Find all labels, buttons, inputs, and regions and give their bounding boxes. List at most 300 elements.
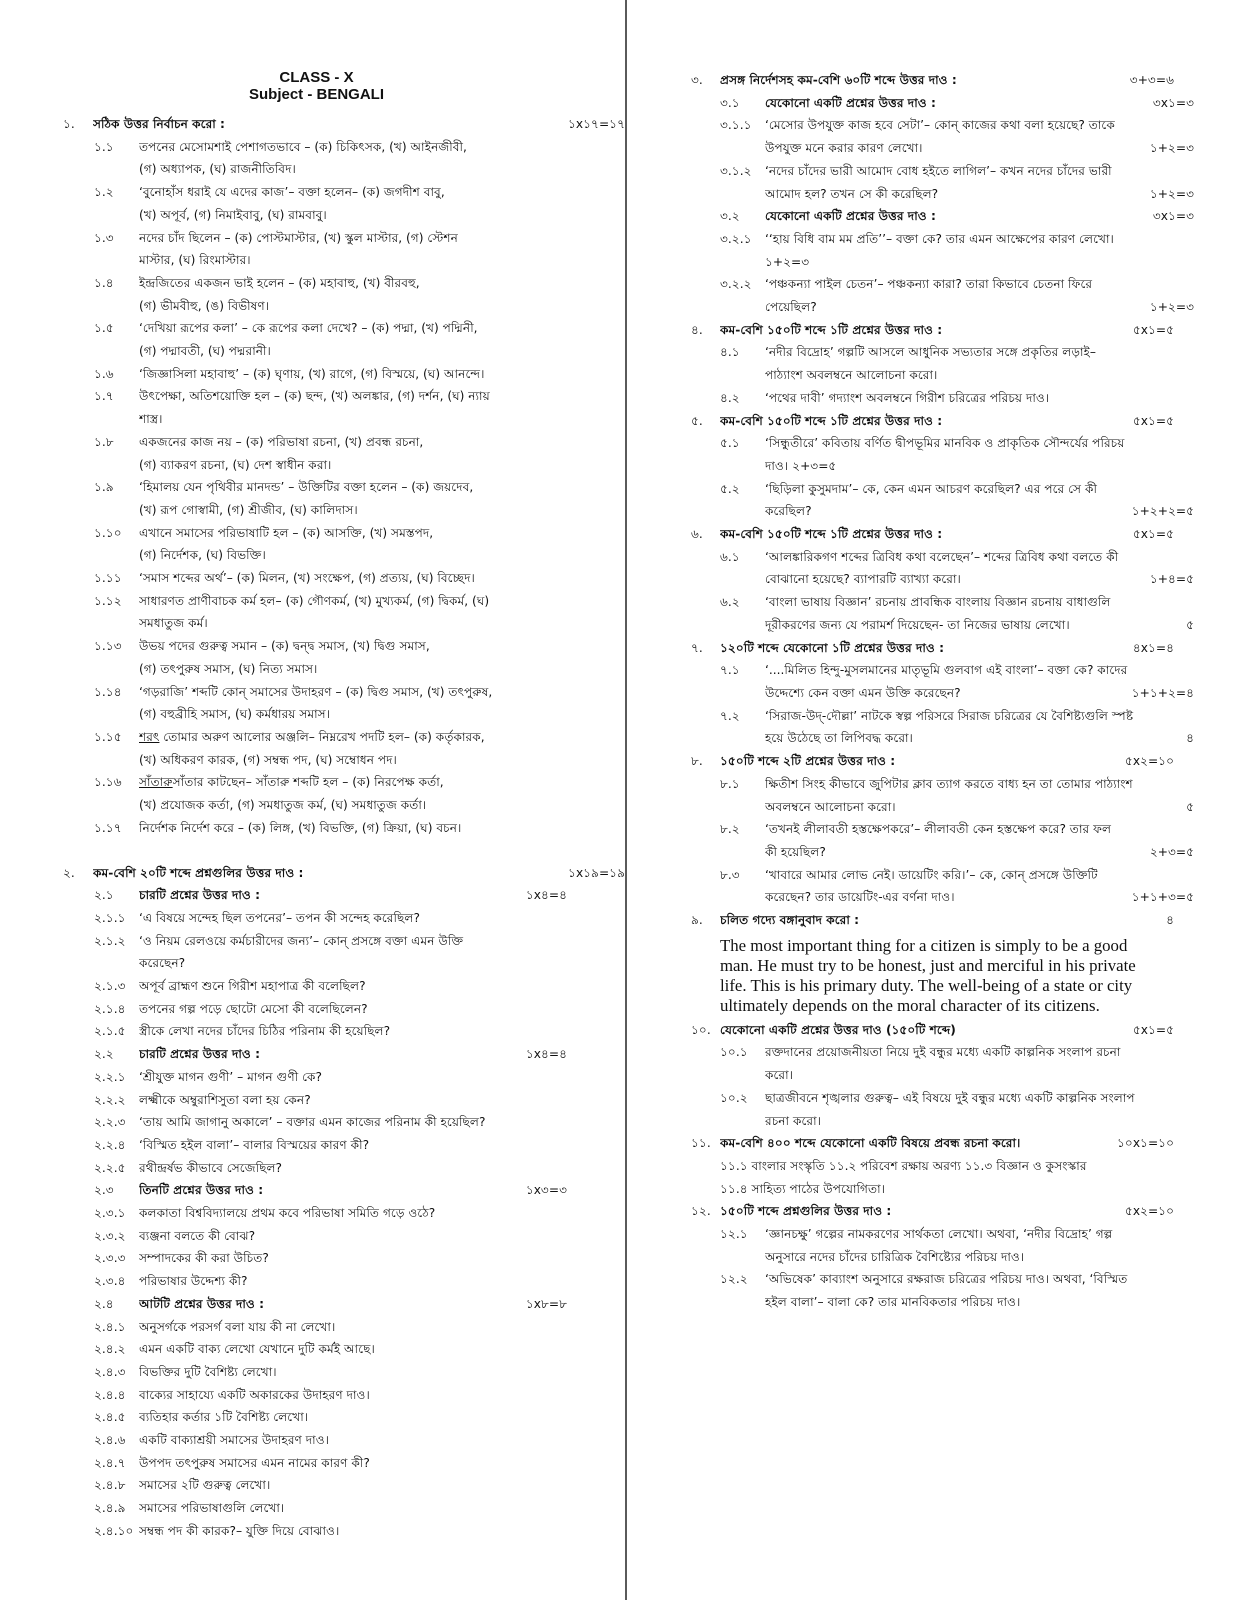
item-text: বোঝানো হয়েছে? ব্যাপারটি ব্যাখ্যা করো। — [765, 572, 961, 587]
item-text: সমাসের ২টি গুরুত্ব লেখো। — [139, 1478, 271, 1493]
section-heading — [0, 862, 625, 885]
item-number: ১.১৩ — [94, 639, 122, 654]
item-text: চারটি প্রশ্নের উত্তর দাও : — [139, 888, 260, 903]
item-marks: ১x১৯=১৯ — [568, 865, 625, 880]
item-number: ৮.১ — [720, 776, 740, 791]
item-text: ‘এ বিষয়ে সন্দেহ ছিল তপনের’– তপন কী সন্দেহ করেছিল? — [139, 910, 420, 925]
item-text: ‘সিন্ধুতীরে’ কবিতায় বর্ণিত দ্বীপভূমির মানবিক ও প্রাকৃতিক সৌন্দর্যের পরিচয় — [765, 436, 1125, 451]
item-text-rest: সাঁতার কাটছেন– সাঁতারু শব্দটি হল – (ক) নিরপেক্ষ কর্তা, — [172, 775, 444, 790]
question-item — [0, 1247, 625, 1270]
question-item — [0, 476, 625, 499]
page-header — [0, 69, 625, 103]
item-marks: ১+৪=৫ — [1149, 572, 1194, 587]
item-text: ‘পথের দাবী’ গদ্যাংশ অবলম্বনে গিরীশ চরিত্রের পরিচয় দাও। — [765, 390, 1050, 405]
question-group-heading — [627, 205, 1254, 228]
section-heading — [627, 1200, 1254, 1223]
item-text: উদ্দেশ্যে কেন বক্তা এমন উক্তি করেছেন? — [765, 685, 961, 700]
item-number: ১০.১ — [720, 1045, 748, 1060]
item-number: ৮.৩ — [720, 867, 740, 882]
item-text: ১৫০টি শব্দে প্রশ্নগুলির উত্তর দাও : — [720, 1204, 892, 1219]
question-item — [0, 431, 625, 454]
item-number: ২.৪.৪ — [94, 1387, 126, 1402]
passage-line: life. This is his primary duty. The well-being of a state or city — [720, 975, 1133, 995]
item-marks: ১০x১=১০ — [1117, 1136, 1174, 1151]
question-item — [0, 817, 625, 840]
item-text: করো। — [765, 1068, 794, 1083]
item-marks: ৫x১=৫ — [1132, 413, 1174, 428]
item-number: ৭. — [691, 640, 703, 655]
item-text: ক্ষিতীশ সিংহ কীভাবে জুপিটার ক্লাব ত্যাগ করতে বাধ্য হন তা তোমার পাঠ্যাংশ — [765, 776, 1133, 791]
item-text: রচনা করো। — [765, 1113, 821, 1128]
question-item — [0, 907, 625, 930]
question-item — [0, 522, 625, 545]
item-text: (গ) ব্যাকরণ রচনা, (ঘ) দেশ স্বাধীন করা। — [139, 457, 332, 472]
item-marks: ৪ — [1166, 913, 1174, 928]
item-number: ২.৪.৯ — [94, 1501, 126, 1516]
item-text: ‘খাবারে আমার লোভ নেই। ডায়েটিং করি।’– কে, কোন্‌ প্রসঙ্গে উক্তিটি — [765, 867, 1098, 882]
item-number: ১.৪ — [94, 275, 114, 290]
question-item — [0, 1406, 625, 1429]
item-text: মাস্টার, (ঘ) রিংমাস্টার। — [139, 253, 251, 268]
question-item-continued — [0, 703, 625, 726]
question-item-continued — [627, 1110, 1254, 1133]
item-number: ৩.২ — [720, 209, 740, 224]
question-item — [0, 136, 625, 159]
item-text: (গ) পদ্মাবতী, (ঘ) পদ্মরানী। — [139, 344, 271, 359]
item-marks: ১+২=৩ — [1149, 300, 1194, 315]
question-group-heading — [627, 92, 1254, 115]
question-item-continued — [627, 1064, 1254, 1087]
item-text: ‘‘হায় বিধি বাম মম প্রতি’’– বক্তা কে? তার এমন আক্ষেপের কারণ লেখো। — [765, 231, 1114, 246]
item-number: ২.২ — [94, 1047, 114, 1062]
question-item-continued — [627, 796, 1254, 819]
question-item — [0, 1384, 625, 1407]
item-marks: ১x৮=৮ — [525, 1296, 567, 1311]
item-number: ২.২.১ — [94, 1069, 126, 1084]
question-item — [0, 1474, 625, 1497]
item-number: ৭.১ — [720, 663, 740, 678]
item-text: কী হয়েছিল? — [765, 844, 826, 859]
question-item — [627, 864, 1254, 887]
underlined-word: শরৎ — [139, 729, 160, 744]
item-text: বিভক্তির দুটি বৈশিষ্ট্য লেখো। — [139, 1364, 277, 1379]
item-text: পেয়েছিল? — [765, 300, 817, 315]
item-marks: ১x১৭=১৭ — [568, 117, 625, 131]
item-marks: ৪x১=৪ — [1132, 640, 1174, 655]
item-text-rest: তোমার অরুণ আলোর অঞ্জলি– নিম্নরেখ পদটি হল– (ক) কর্তৃকারক, — [159, 729, 485, 744]
question-item — [627, 114, 1254, 137]
item-text: দাও। ২+৩=৫ — [765, 458, 837, 473]
item-text: কম-বেশি ১৫০টি শব্দে ১টি প্রশ্নের উত্তর দাও : — [720, 322, 943, 337]
question-item — [0, 1361, 625, 1384]
item-text: ‘ছিড়িলা কুসুমদাম’– কে, কেন এমন আচরণ করেছিল? এর পরে সে কী — [765, 481, 1097, 496]
item-number: ৩.২.১ — [720, 231, 752, 246]
item-number: ৫. — [691, 413, 703, 428]
question-item — [0, 590, 625, 613]
item-text: ‘বিস্মিত হইল বালা’– বালার বিস্ময়ের কারণ কী? — [139, 1137, 370, 1152]
question-item-continued — [627, 1291, 1254, 1314]
item-text: নির্দেশক নির্দেশ করে – (ক) লিঙ্গ, (খ) বিভক্তি, (গ) ক্রিয়া, (ঘ) বচন। — [139, 820, 462, 835]
item-marks: ১+২=৩ — [1149, 141, 1194, 156]
question-item — [0, 1270, 625, 1293]
item-text: লক্ষ্মীকে অম্বুরাশিসুতা বলা হয় কেন? — [139, 1092, 311, 1107]
topic-line: ১১.৪ সাহিত্য পাঠের উপযোগিতা। — [720, 1181, 886, 1196]
item-number: ৪.২ — [720, 390, 740, 405]
question-item — [627, 1223, 1254, 1246]
item-text: (খ) প্রযোজক কর্তা, (গ) সমধাতুজ কর্ম, (ঘ) সমধাতুজ কর্তা। — [139, 798, 427, 813]
item-marks: ৩x১=৩ — [1152, 95, 1194, 110]
item-text: পরিভাষার উদ্দেশ্য কী? — [139, 1274, 248, 1289]
item-number: ১.৬ — [94, 366, 114, 381]
item-text: আমোদ হল? তখন সে কী করেছিল? — [765, 186, 939, 201]
item-number: ৩. — [691, 73, 703, 87]
item-text: অনুসর্গকে পরসর্গ বলা যায় কী না লেখো। — [139, 1319, 336, 1334]
section-heading — [627, 523, 1254, 546]
item-marks: ৪ — [1186, 731, 1194, 746]
item-marks: ১+২=৩ — [1149, 186, 1194, 201]
item-text: ‘গড়রাজি’ শব্দটি কোন্‌ সমাসের উদাহরণ – (ক) দ্বিগু সমাস, (খ) তৎপুরুষ, — [139, 684, 493, 699]
item-number: ৩.১.১ — [720, 118, 752, 133]
item-text: রক্তদানের প্রয়োজনীয়তা নিয়ে দুই বন্ধুর মধ্যে একটি কাল্পনিক সংলাপ রচনা — [765, 1045, 1121, 1060]
item-text: (গ) নির্দেশক, (ঘ) বিভক্তি। — [139, 548, 266, 563]
item-text: করেছেন? তার ডায়েটিং-এর বর্ণনা দাও। — [765, 890, 955, 905]
section-heading — [0, 113, 625, 136]
question-item — [627, 1268, 1254, 1291]
item-marks: ৩+৩=৬ — [1129, 73, 1174, 87]
question-item — [0, 681, 625, 704]
question-item — [0, 1066, 625, 1089]
item-text: (খ) রূপ গোস্বামী, (গ) শ্রীজীব, (ঘ) কালিদাস। — [139, 502, 358, 517]
question-item — [0, 385, 625, 408]
section-heading — [627, 909, 1254, 932]
question-item — [0, 1338, 625, 1361]
item-number: ২. — [63, 865, 75, 880]
question-item — [627, 591, 1254, 614]
item-number: ২.১.৩ — [94, 979, 126, 994]
question-item-continued — [0, 249, 625, 272]
item-number: ১.১৬ — [94, 775, 122, 790]
question-item-continued — [0, 749, 625, 772]
item-number: ১.১৭ — [94, 820, 122, 835]
item-number: ২.৪.২ — [94, 1342, 126, 1357]
item-text: এমন একটি বাক্য লেখো যেখানে দুটি কর্মই আছে। — [139, 1342, 375, 1357]
item-text: আটটি প্রশ্নের উত্তর দাও : — [139, 1296, 265, 1311]
item-text: (গ) বহুব্রীহি সমাস, (ঘ) কর্মধারয় সমাস। — [139, 707, 331, 722]
essay-topics — [627, 1178, 1254, 1201]
question-item-continued — [627, 841, 1254, 864]
question-item-continued — [627, 727, 1254, 750]
question-item — [627, 478, 1254, 501]
item-number: ২.৪.১০ — [94, 1523, 134, 1538]
item-text: সম্বন্ধ পদ কী কারক?– যুক্তি দিয়ে বোঝাও। — [139, 1523, 340, 1538]
item-text: তপনের মেসোমশাই পেশাগতভাবে – (ক) চিকিৎসক, (খ) আইনজীবী, — [139, 139, 467, 154]
item-text: ‘সমাস শব্দের অর্থ’– (ক) মিলন, (খ) সংক্ষেপ, (গ) প্রত্যয়, (ঘ) বিচ্ছেদ। — [139, 571, 475, 586]
item-text: রথীন্দ্রর্ষভ কীভাবে সেজেছিল? — [139, 1160, 283, 1175]
item-number: ২.১ — [94, 888, 114, 903]
question-item — [0, 1225, 625, 1248]
question-item — [0, 1202, 625, 1225]
item-number: ১.৮ — [94, 434, 114, 449]
item-text: এখানে সমাসের পরিভাষাটি হল – (ক) আসক্তি, (খ) সমস্তপদ, — [139, 525, 434, 540]
top-spacer — [627, 0, 1254, 69]
item-text: অনুসারে নদের চাঁদের চারিত্রিক বৈশিষ্ট্যের পরিচয় দাও। — [765, 1249, 1025, 1264]
item-number: ৪. — [691, 322, 703, 337]
item-marks: ৫ — [1186, 617, 1194, 632]
item-text: চারটি প্রশ্নের উত্তর দাও : — [139, 1047, 260, 1062]
item-number: ১.১১ — [94, 571, 122, 586]
item-number: ১.৩ — [94, 230, 114, 245]
item-number: ১০. — [691, 1022, 711, 1037]
item-text: একজনের কাজ নয় – (ক) পরিভাষা রচনা, (খ) প্রবন্ধ রচনা, — [139, 434, 424, 449]
item-text: করেছিল? — [765, 504, 812, 519]
item-text: সাধারণত প্রাণীবাচক কর্ম হল– (ক) গৌণকর্ম, (খ) মুখ্যকর্ম, (গ) দ্বিকর্ম, (ঘ) — [139, 593, 490, 608]
item-text: ১৫০টি শব্দে ২টি প্রশ্নের উত্তর দাও : — [720, 754, 896, 769]
item-number: ১.১৫ — [94, 729, 122, 744]
item-text: (গ) ভীমবীহু, (ঙ) বিভীষণ। — [139, 298, 270, 313]
question-item — [627, 659, 1254, 682]
section-heading — [627, 69, 1254, 92]
item-text: নদের চাঁদ ছিলেন – (ক) পোস্টমাস্টার, (খ) স্কুল মাস্টার, (গ) স্টেশন — [139, 230, 458, 245]
question-item-continued — [627, 455, 1254, 478]
item-number: ১০.২ — [720, 1090, 748, 1105]
item-number: ১১. — [691, 1136, 711, 1151]
question-item-continued — [0, 952, 625, 975]
item-text: হইল বালা’– বালা কে? তার মানবিকতার পরিচয় দাও। — [765, 1295, 1021, 1310]
item-marks: ১+২+২=৫ — [1131, 504, 1194, 519]
question-item-continued — [0, 794, 625, 817]
item-number: ২.২.২ — [94, 1092, 126, 1107]
item-number: ২.৪.৬ — [94, 1433, 126, 1448]
item-text — [139, 726, 567, 749]
section-spacer — [0, 840, 625, 862]
question-item-continued — [0, 158, 625, 181]
question-item — [0, 635, 625, 658]
item-text: ‘ও নিয়ম রেলওয়ে কর্মচারীদের জন্য’– কোন্‌ প্রসঙ্গে বক্তা এমন উক্তি — [139, 933, 464, 948]
item-number: ১.১০ — [94, 525, 122, 540]
item-text: ১+২=৩ — [765, 254, 810, 269]
item-text: যেকোনো একটি প্রশ্নের উত্তর দাও (১৫০টি শব্দে) — [720, 1022, 956, 1037]
item-number: ২.৪.৮ — [94, 1478, 126, 1493]
item-text: ‘সিরাজ-উদ্-দৌল্লা’ নাটকে স্বল্প পরিসরে সিরাজ চরিত্রের যে বৈশিষ্ট্যগুলি স্পষ্ট — [765, 708, 1134, 723]
item-text: কম-বেশি ২০টি শব্দে প্রশ্নগুলির উত্তর দাও : — [93, 865, 304, 880]
item-text: ‘বাংলা ভাষায় বিজ্ঞান’ রচনায় প্রাবন্ধিক বাংলায় বিজ্ঞান রচনায় বাধাগুলি — [765, 595, 1111, 610]
item-text: পাঠ্যাংশ অবলম্বনে আলোচনা করো। — [765, 368, 938, 383]
item-text: স্ত্রীকে লেখা নদের চাঁদের চিঠির পরিনাম কী হয়েছিল? — [139, 1024, 391, 1039]
item-text: (গ) তৎপুরুষ সমাস, (ঘ) নিত্য সমাস। — [139, 661, 318, 676]
question-item-continued — [627, 614, 1254, 637]
item-marks: ১x৩=৩ — [525, 1183, 567, 1198]
item-marks: ৫x২=১০ — [1124, 754, 1174, 769]
item-text: উপযুক্ত মনে করার কারণ লেখো। — [765, 141, 923, 156]
item-marks: ১+১+২=৪ — [1131, 685, 1194, 700]
question-item — [627, 546, 1254, 569]
item-number: ৩.২.২ — [720, 277, 752, 292]
question-item — [627, 432, 1254, 455]
item-text: ‘....মিলিত হিন্দু-মুসলমানের মাতৃভূমি গুলবাগ এই বাংলা’– বক্তা কে? কাদের — [765, 663, 1128, 678]
section-heading — [627, 319, 1254, 342]
question-item — [0, 1497, 625, 1520]
item-text: ‘নদীর বিদ্রোহ’ গল্পটি আসলে আধুনিক সভ্যতার সঙ্গে প্রকৃতির লড়াই– — [765, 345, 1096, 360]
question-item — [0, 1520, 625, 1543]
section-heading — [627, 750, 1254, 773]
item-text: প্রসঙ্গ নির্দেশসহ কম-বেশি ৬০টি শব্দে উত্তর দাও : — [720, 73, 957, 87]
item-number: ৮. — [691, 754, 703, 769]
question-item-continued — [627, 682, 1254, 705]
item-text: ‘দেখিয়া রূপের কলা’ – কে রূপের কলা দেখে? – (ক) পদ্মা, (খ) পদ্মিনী, — [139, 321, 478, 336]
question-item-continued — [0, 499, 625, 522]
question-item — [0, 317, 625, 340]
item-text: ‘হিমালয় যেন পৃথিবীর মানদন্ড’ – উক্তিটির বক্তা হলেন – (ক) জয়দেব, — [139, 480, 474, 495]
item-text: (গ) অধ্যাপক, (ঘ) রাজনীতিবিদ। — [139, 162, 296, 177]
question-item-continued — [0, 204, 625, 227]
question-group-heading — [0, 884, 625, 907]
question-item — [627, 773, 1254, 796]
section-heading — [627, 637, 1254, 660]
item-number: ২.৩.১ — [94, 1206, 126, 1221]
question-item — [627, 705, 1254, 728]
question-item-continued — [627, 137, 1254, 160]
essay-topics — [627, 1155, 1254, 1178]
item-number: ৬. — [691, 527, 703, 542]
question-item — [0, 726, 625, 749]
item-number: ৫.২ — [720, 481, 740, 496]
item-text: উভয় পদের গুরুত্ব সমান – (ক) দ্বন্দ্ব সমাস, (খ) দ্বিগু সমাস, — [139, 639, 430, 654]
item-number: ২.৪.৫ — [94, 1410, 126, 1425]
question-item — [0, 771, 625, 794]
item-text: ছাত্রজীবনে শৃঙ্খলার গুরুত্ব– এই বিষয়ে দুই বন্ধুর মধ্যে একটি কাল্পনিক সংলাপ — [765, 1090, 1135, 1105]
passage-line: man. He must try to be honest, just and merciful in his private — [720, 955, 1136, 975]
item-text: শাস্ত্র। — [139, 412, 163, 427]
item-text: চলিত গদ্যে বঙ্গানুবাদ করো : — [720, 913, 860, 928]
item-number: ২.৩.২ — [94, 1228, 126, 1243]
item-text: কম-বেশি ১৫০টি শব্দে ১টি প্রশ্নের উত্তর দাও : — [720, 527, 943, 542]
item-number: ৬.২ — [720, 595, 740, 610]
item-number: ১.৯ — [94, 480, 114, 495]
question-item — [627, 1087, 1254, 1110]
item-text: ‘তায় আমি জাগানু অকালে’ – বক্তার এমন কাজের পরিনাম কী হয়েছিল? — [139, 1115, 486, 1130]
question-item — [0, 1316, 625, 1339]
question-item — [0, 181, 625, 204]
item-marks: ৫x১=৫ — [1132, 527, 1174, 542]
item-number: ১.৭ — [94, 389, 114, 404]
item-marks: ৫x২=১০ — [1124, 1204, 1174, 1219]
question-item-continued — [627, 251, 1254, 274]
question-item-continued — [0, 544, 625, 567]
question-item — [0, 1089, 625, 1112]
question-item-continued — [0, 340, 625, 363]
item-text: উৎপেক্ষা, অতিশয়োক্তি হল – (ক) ছন্দ, (খ) অলঙ্কার, (গ) দর্শন, (ঘ) ন্যায় — [139, 389, 490, 404]
item-text: ‘পঞ্চকন্যা পাইল চেতন’– পঞ্চকন্যা কারা? তারা কিভাবে চেতনা ফিরে — [765, 277, 1093, 292]
item-text: বাক্যের সাহায্যে একটি অকারকের উদাহরণ দাও। — [139, 1387, 370, 1402]
question-item-continued — [0, 454, 625, 477]
item-number: ৬.১ — [720, 549, 740, 564]
item-text: দূরীকরণের জন্য যে পরামর্শ দিয়েছেন- তা নিজের ভাষায় লেখো। — [765, 617, 1070, 632]
item-number: ২.১.৫ — [94, 1024, 126, 1039]
item-text: করেছেন? — [139, 956, 186, 971]
item-text: অপূর্ব ব্রাহ্মণ শুনে গিরীশ মহাপাত্র কী বলেছিল? — [139, 979, 366, 994]
question-item — [0, 272, 625, 295]
question-item-continued — [0, 658, 625, 681]
question-item — [0, 567, 625, 590]
item-text: ব্যঞ্জনা বলতে কী বোঝ? — [139, 1228, 256, 1243]
question-item-continued — [627, 364, 1254, 387]
item-text: যেকোনো একটি প্রশ্নের উত্তর দাও : — [765, 95, 936, 110]
item-text: ‘জিজ্ঞাসিলা মহাবাহু’ – (ক) ঘৃণায়, (খ) রাগে, (গ) বিস্ময়ে, (ঘ) আনন্দে। — [139, 366, 485, 381]
item-text: ১২০টি শব্দে যেকোনো ১টি প্রশ্নের উত্তর দাও : — [720, 640, 944, 655]
item-number: ৩.১.২ — [720, 163, 752, 178]
question-item-continued — [627, 568, 1254, 591]
translation-passage — [627, 932, 1254, 1019]
right-column — [627, 0, 1254, 1600]
item-text: ‘মেসোর উপযুক্ত কাজ হবে সেটা’– কোন্‌ কাজের কথা বলা হয়েছে? তাকে — [765, 118, 1115, 133]
item-number: ৭.২ — [720, 708, 740, 723]
item-text: তপনের গল্প পড়ে ছোটো মেসো কী বলেছিলেন? — [139, 1001, 368, 1016]
item-number: ২.১.১ — [94, 910, 126, 925]
item-number: ২.৪.১ — [94, 1319, 126, 1334]
section-heading — [627, 410, 1254, 433]
item-number: ২.৩ — [94, 1183, 114, 1198]
section-heading — [627, 1132, 1254, 1155]
question-item — [0, 1452, 625, 1475]
item-text: একটি বাক্যাশ্রয়ী সমাসের উদাহরণ দাও। — [139, 1433, 330, 1448]
question-group-heading — [0, 1293, 625, 1316]
question-group-heading — [0, 1179, 625, 1202]
question-item — [627, 228, 1254, 251]
item-number: ১২. — [691, 1204, 711, 1219]
item-number: ২.২.৪ — [94, 1137, 126, 1152]
question-item — [627, 273, 1254, 296]
question-item — [627, 387, 1254, 410]
question-item — [0, 227, 625, 250]
section-heading — [627, 1019, 1254, 1042]
item-number: ২.১.৪ — [94, 1001, 126, 1016]
item-text: তিনটি প্রশ্নের উত্তর দাও : — [139, 1183, 264, 1198]
item-number: ২.৪.৩ — [94, 1364, 126, 1379]
item-number: ২.৪.৭ — [94, 1455, 126, 1470]
item-number: ১.১২ — [94, 593, 122, 608]
question-item — [0, 363, 625, 386]
question-item — [0, 998, 625, 1021]
item-text: কম-বেশি ৪০০ শব্দে যেকোনো একটি বিষয়ে প্রবন্ধ রচনা করো। — [720, 1136, 1021, 1151]
topic-line: ১১.১ বাংলার সংস্কৃতি ১১.২ পরিবেশ রক্ষায় অরণ্য ১১.৩ বিজ্ঞান ও কুসংস্কার — [720, 1158, 1087, 1173]
question-item-continued — [0, 612, 625, 635]
item-text: ‘অভিষেক’ কাব্যাংশ অনুসারে রক্ষরাজ চরিত্রের পরিচয় দাও। অথবা, ‘বিস্মিত — [765, 1272, 1128, 1287]
question-item — [0, 1429, 625, 1452]
item-text: ‘তখনই লীলাবতী হস্তক্ষেপকরে’– লীলাবতী কেন হস্তক্ষেপ করে? তার ফল — [765, 822, 1112, 837]
subject-title: Subject - BENGALI — [248, 86, 384, 103]
item-text: সমাসের পরিভাষাগুলি লেখো। — [139, 1501, 285, 1516]
item-number: ৯. — [691, 913, 703, 928]
item-text: কম-বেশি ১৫০টি শব্দে ১টি প্রশ্নের উত্তর দাও : — [720, 413, 943, 428]
item-text: সঠিক উত্তর নির্বাচন করো : — [93, 117, 225, 131]
item-marks: ৫x১=৫ — [1132, 322, 1174, 337]
item-text: (খ) অপূর্ব, (গ) নিমাইবাবু, (ঘ) রামবাবু। — [139, 207, 327, 222]
question-item — [0, 1111, 625, 1134]
question-item — [0, 1020, 625, 1043]
item-text: (খ) অধিকরণ কারক, (গ) সম্বন্ধ পদ, (ঘ) সম্বোধন পদ। — [139, 752, 397, 767]
item-marks: ২+৩=৫ — [1149, 844, 1194, 859]
item-number: ১২.১ — [720, 1227, 748, 1242]
item-number: ১.৫ — [94, 321, 114, 336]
item-number: ১.২ — [94, 185, 114, 200]
item-text: সম্পাদকের কী করা উচিত? — [139, 1251, 269, 1266]
item-text: ‘আলঙ্কারিকগণ শব্দের ত্রিবিধ কথা বলেছেন’– শব্দের ত্রিবিধ কথা বলতে কী — [765, 549, 1119, 564]
underlined-word: সাঁতারু — [139, 775, 173, 790]
item-text: হয়ে উঠেছে তা লিপিবদ্ধ করো। — [765, 731, 913, 746]
item-number: ১.১ — [94, 139, 114, 154]
passage-line: The most important thing for a citizen is simply to be a good — [720, 935, 1128, 955]
item-marks: ১+১+৩=৫ — [1131, 890, 1194, 905]
